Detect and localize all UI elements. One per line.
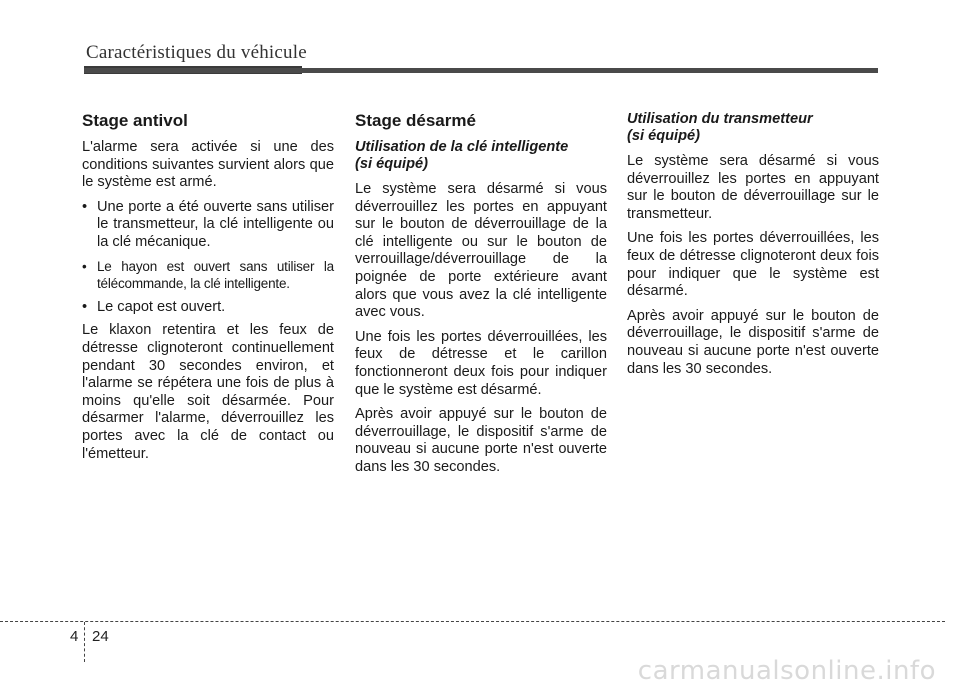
paragraph: Une fois les portes déverrouillées, les feux de détresse clignoteront deux fois pour indiquer que le système est désarmé. — [627, 230, 879, 300]
paragraph: Une fois les portes déverrouillées, les feux de détresse et le carillon fonctionneront deux fois pour indiquer que le système est désarmé. — [355, 328, 607, 398]
antivol-intro: L'alarme sera activée si une des conditions suivantes survient alors que le système est armé. — [82, 139, 334, 191]
section-heading-antivol: Stage antivol — [82, 111, 188, 130]
footer-page-number: 24 — [92, 628, 109, 645]
list-item: • Le hayon est ouvert sans utiliser la télécommande, la clé intelligente. — [82, 258, 334, 293]
list-item: • Le capot est ouvert. — [82, 299, 334, 317]
column-stage-desarme — [355, 111, 607, 484]
subheading-transmetteur — [627, 111, 879, 145]
antivol-alarm-paragraph: Le klaxon retentira et les feux de détresse clignoteront continuellement pendant 30 secondes environ, et l'alarme se répétera une fois de plus à moins qu'elle soit désarmée. Pour désarmer l'alarme, déverrouillez les portes avec la clé de contact ou l'émetteur. — [82, 322, 334, 462]
watermark: carmanualsonline.info — [637, 656, 936, 686]
subheading-cle-intelligente — [355, 139, 607, 173]
antivol-conditions-list — [82, 199, 334, 317]
paragraph: Après avoir appuyé sur le bouton de déverrouillage, le dispositif s'arme de nouveau si aucune porte n'est ouverte dans les 30 secondes. — [627, 307, 879, 377]
subheading-line: (si équipé) — [627, 128, 700, 144]
page-header-title: Caractéristiques du véhicule — [86, 42, 307, 63]
paragraph: Le système sera désarmé si vous déverrouillez les portes en appuyant sur le bouton de déverrouillage sur le transmetteur. — [627, 153, 879, 222]
section-heading-desarme: Stage désarmé — [355, 111, 476, 130]
paragraph: Après avoir appuyé sur le bouton de déverrouillage, le dispositif s'arme de nouveau si aucune porte n'est ouverte dans les 30 secondes. — [355, 406, 607, 475]
list-item: • Une porte a été ouverte sans utiliser le transmetteur, la clé intelligente ou la clé mécanique. — [82, 199, 334, 252]
column-stage-antivol — [82, 111, 334, 470]
subheading-line: Utilisation du transmetteur — [627, 111, 813, 127]
header-rule — [84, 68, 878, 73]
column-transmetteur — [627, 111, 879, 385]
footer-dashed-rule — [0, 621, 945, 622]
paragraph: Le système sera désarmé si vous déverrouillez les portes en appuyant sur le bouton de déverrouillage de la clé intelligente ou sur le bouton de verrouillage/déverrouillage de la poignée de porte extérieure avant alors que vous avez la clé intelligente avec vous. — [355, 181, 607, 321]
footer-section-number: 4 — [70, 628, 79, 645]
subheading-line: (si équipé) — [355, 156, 428, 172]
subheading-line: Utilisation de la clé intelligente — [355, 139, 569, 155]
footer-page-divider — [84, 622, 85, 662]
